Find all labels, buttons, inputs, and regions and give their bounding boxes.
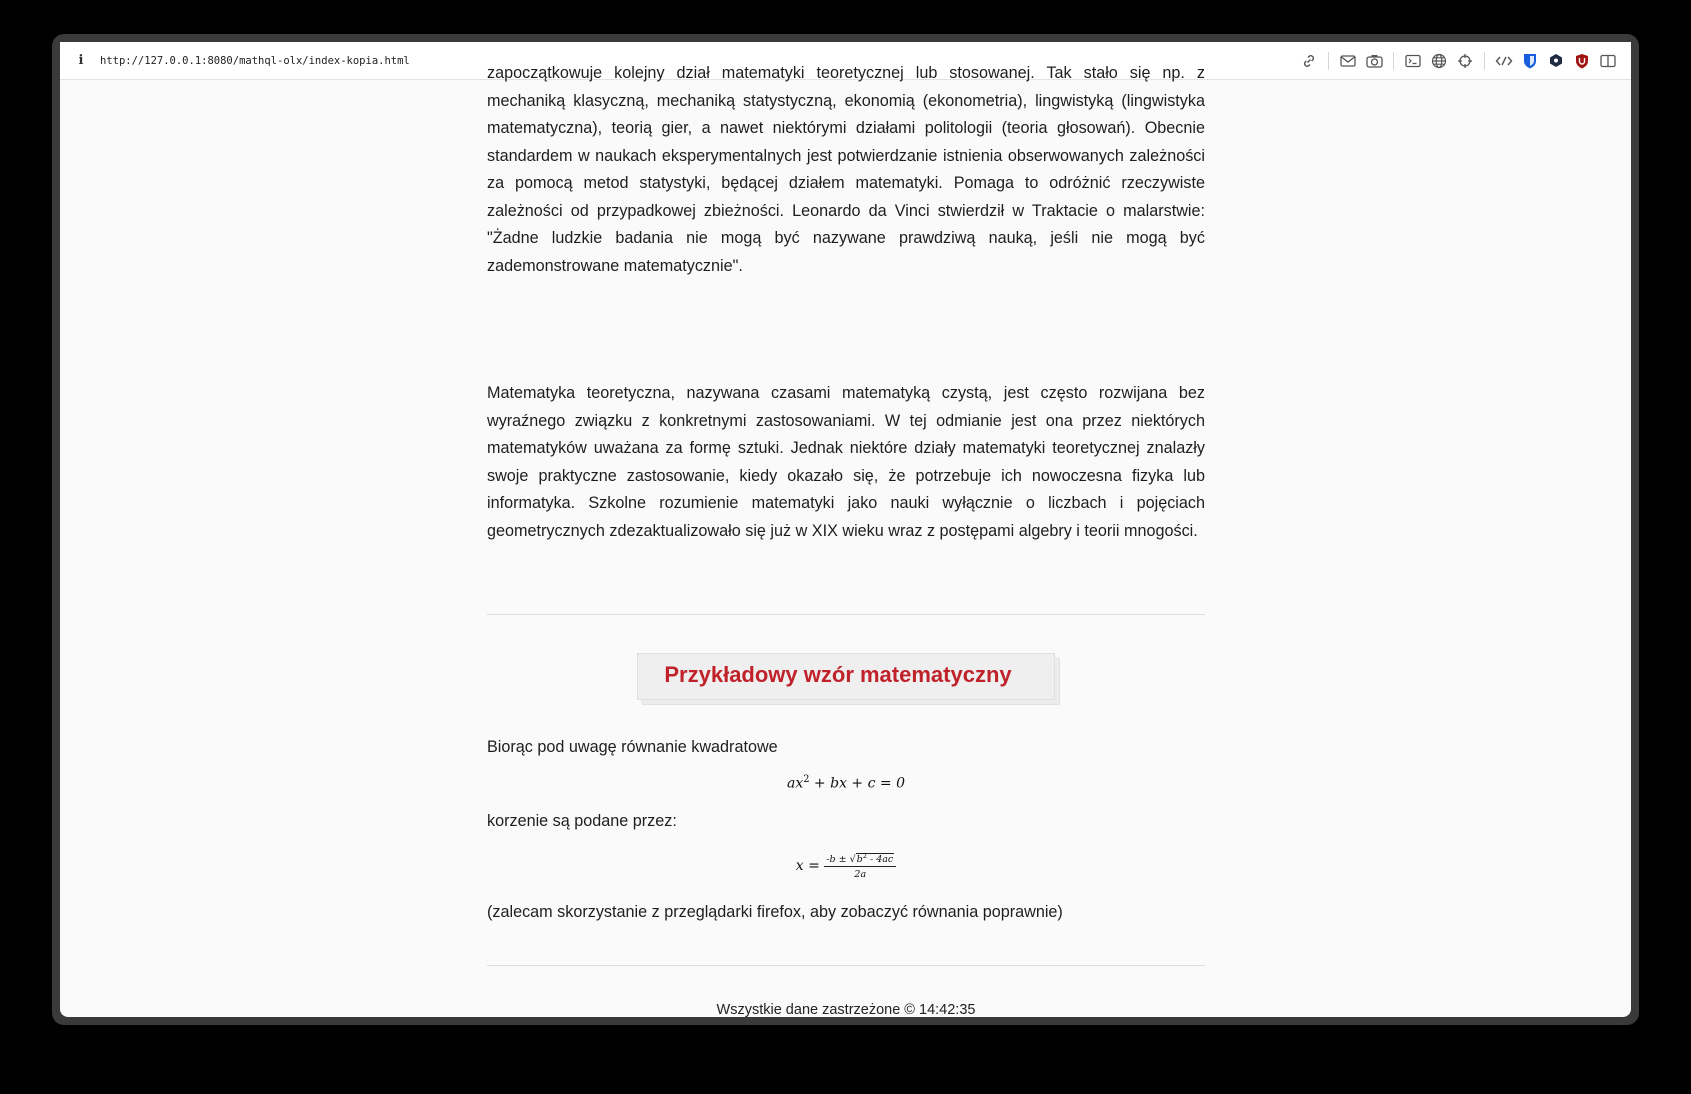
roots-text: korzenie są podane przez: [487,812,677,830]
globe-icon[interactable] [1426,50,1452,72]
mail-icon[interactable] [1335,50,1361,72]
article-paragraph: zapoczątkowuje kolejny dział matematyki teoretycznej lub stosowanej. Tak stało się np. z mechaniką klasyczną, mechaniką statystyczną, ekonomią (ekonometria), lingwistyką (lingwistyka matematyczna), teorią gier, a nawet niektórymi działami politologii (teoria głosowań). Obecnie standardem w naukach eksperymentalnych jest potwierdzanie istnienia obserwowanych zależności za pomocą metod statystyki, będącej działem matematyki. Pomaga to odróżnić rzeczywiste zależności od przypadkowej zbieżności. Leonardo da Vinci stwierdził w Traktacie o malarstwie: "Żadne ludzkie badania nie mogą być nazywane prawdziwą nauką, jeśli nie mogą być zademonstrowane matematycznie". [487,64,1205,275]
toolbar-separator [1328,52,1329,70]
site-info-icon[interactable]: i [78,53,84,68]
quadratic-formula [487,852,1205,880]
formula-denominator [824,867,896,880]
footer-divider [487,965,1205,966]
eq-exponent: 2 [803,774,810,785]
extension-icon[interactable] [1543,50,1569,72]
browser-window [60,42,1631,1017]
toolbar-separator [1484,52,1485,70]
code-icon[interactable] [1491,50,1517,72]
eq-rest: + bx + c = 0 [809,775,905,792]
numerator-prefix: -b ± [826,854,850,866]
eq-term-ax: ax [787,775,804,792]
page-footer: Wszystkie dane zastrzeżone © 14:42:35 [716,1002,976,1018]
formula-heading-wrap [487,653,1205,700]
radicand-exponent: 2 [862,852,867,860]
radicand-rest: - 4ac [866,854,894,866]
crosshair-icon[interactable] [1452,50,1478,72]
ublock-icon[interactable] [1569,50,1595,72]
formula-intro-text: Biorąc pod uwagę równanie kwadratowe [487,738,778,756]
quadratic-equation [487,774,1205,792]
toolbar-icons [1296,42,1621,79]
browser-note: (zalecam skorzystanie z przeglądarki firefox, aby zobaczyć równania poprawnie) [487,903,1063,921]
formula-lhs: x = [795,858,825,875]
radicand-b: b [856,854,863,866]
article-paragraph: Matematyka teoretyczna, nazywana czasami matematyką czystą, jest często rozwijana bez wyraźnego związku z konkretnymi zastosowaniami. W tej odmianie jest ona przez niektórych matematyków uważana za formę sztuki. Jednak niektóre działy matematyki teoretycznej znalazły swoje praktyczne zastosowanie, kiedy okazało się, że potrzebuje ich nowoczesna fizyka lub informatyka. Szkolne rozumienie matematyki jako nauki wyłącznie o liczbach i pojęciach geometrycznych zdezaktualizowało się już w XIX wieku wraz z postępami algebry i teorii mnogości. [487,384,1205,540]
link-icon[interactable] [1296,50,1322,72]
page-viewport [60,64,1631,1018]
section-divider [487,614,1205,615]
formula-numerator [824,852,896,867]
sqrt-symbol: √ [849,854,856,866]
radicand [856,853,895,865]
formula-fraction [824,852,896,880]
terminal-icon[interactable] [1400,50,1426,72]
camera-icon[interactable] [1361,50,1387,72]
toolbar-separator [1393,52,1394,70]
formula-section-heading: Przykładowy wzór matematyczny [637,653,1054,700]
bitwarden-icon[interactable] [1517,50,1543,72]
denominator-text: 2a [854,869,867,881]
sidebar-icon[interactable] [1595,50,1621,72]
address-bar[interactable]: http://127.0.0.1:8080/mathql-olx/index-kopia.html [100,54,410,67]
